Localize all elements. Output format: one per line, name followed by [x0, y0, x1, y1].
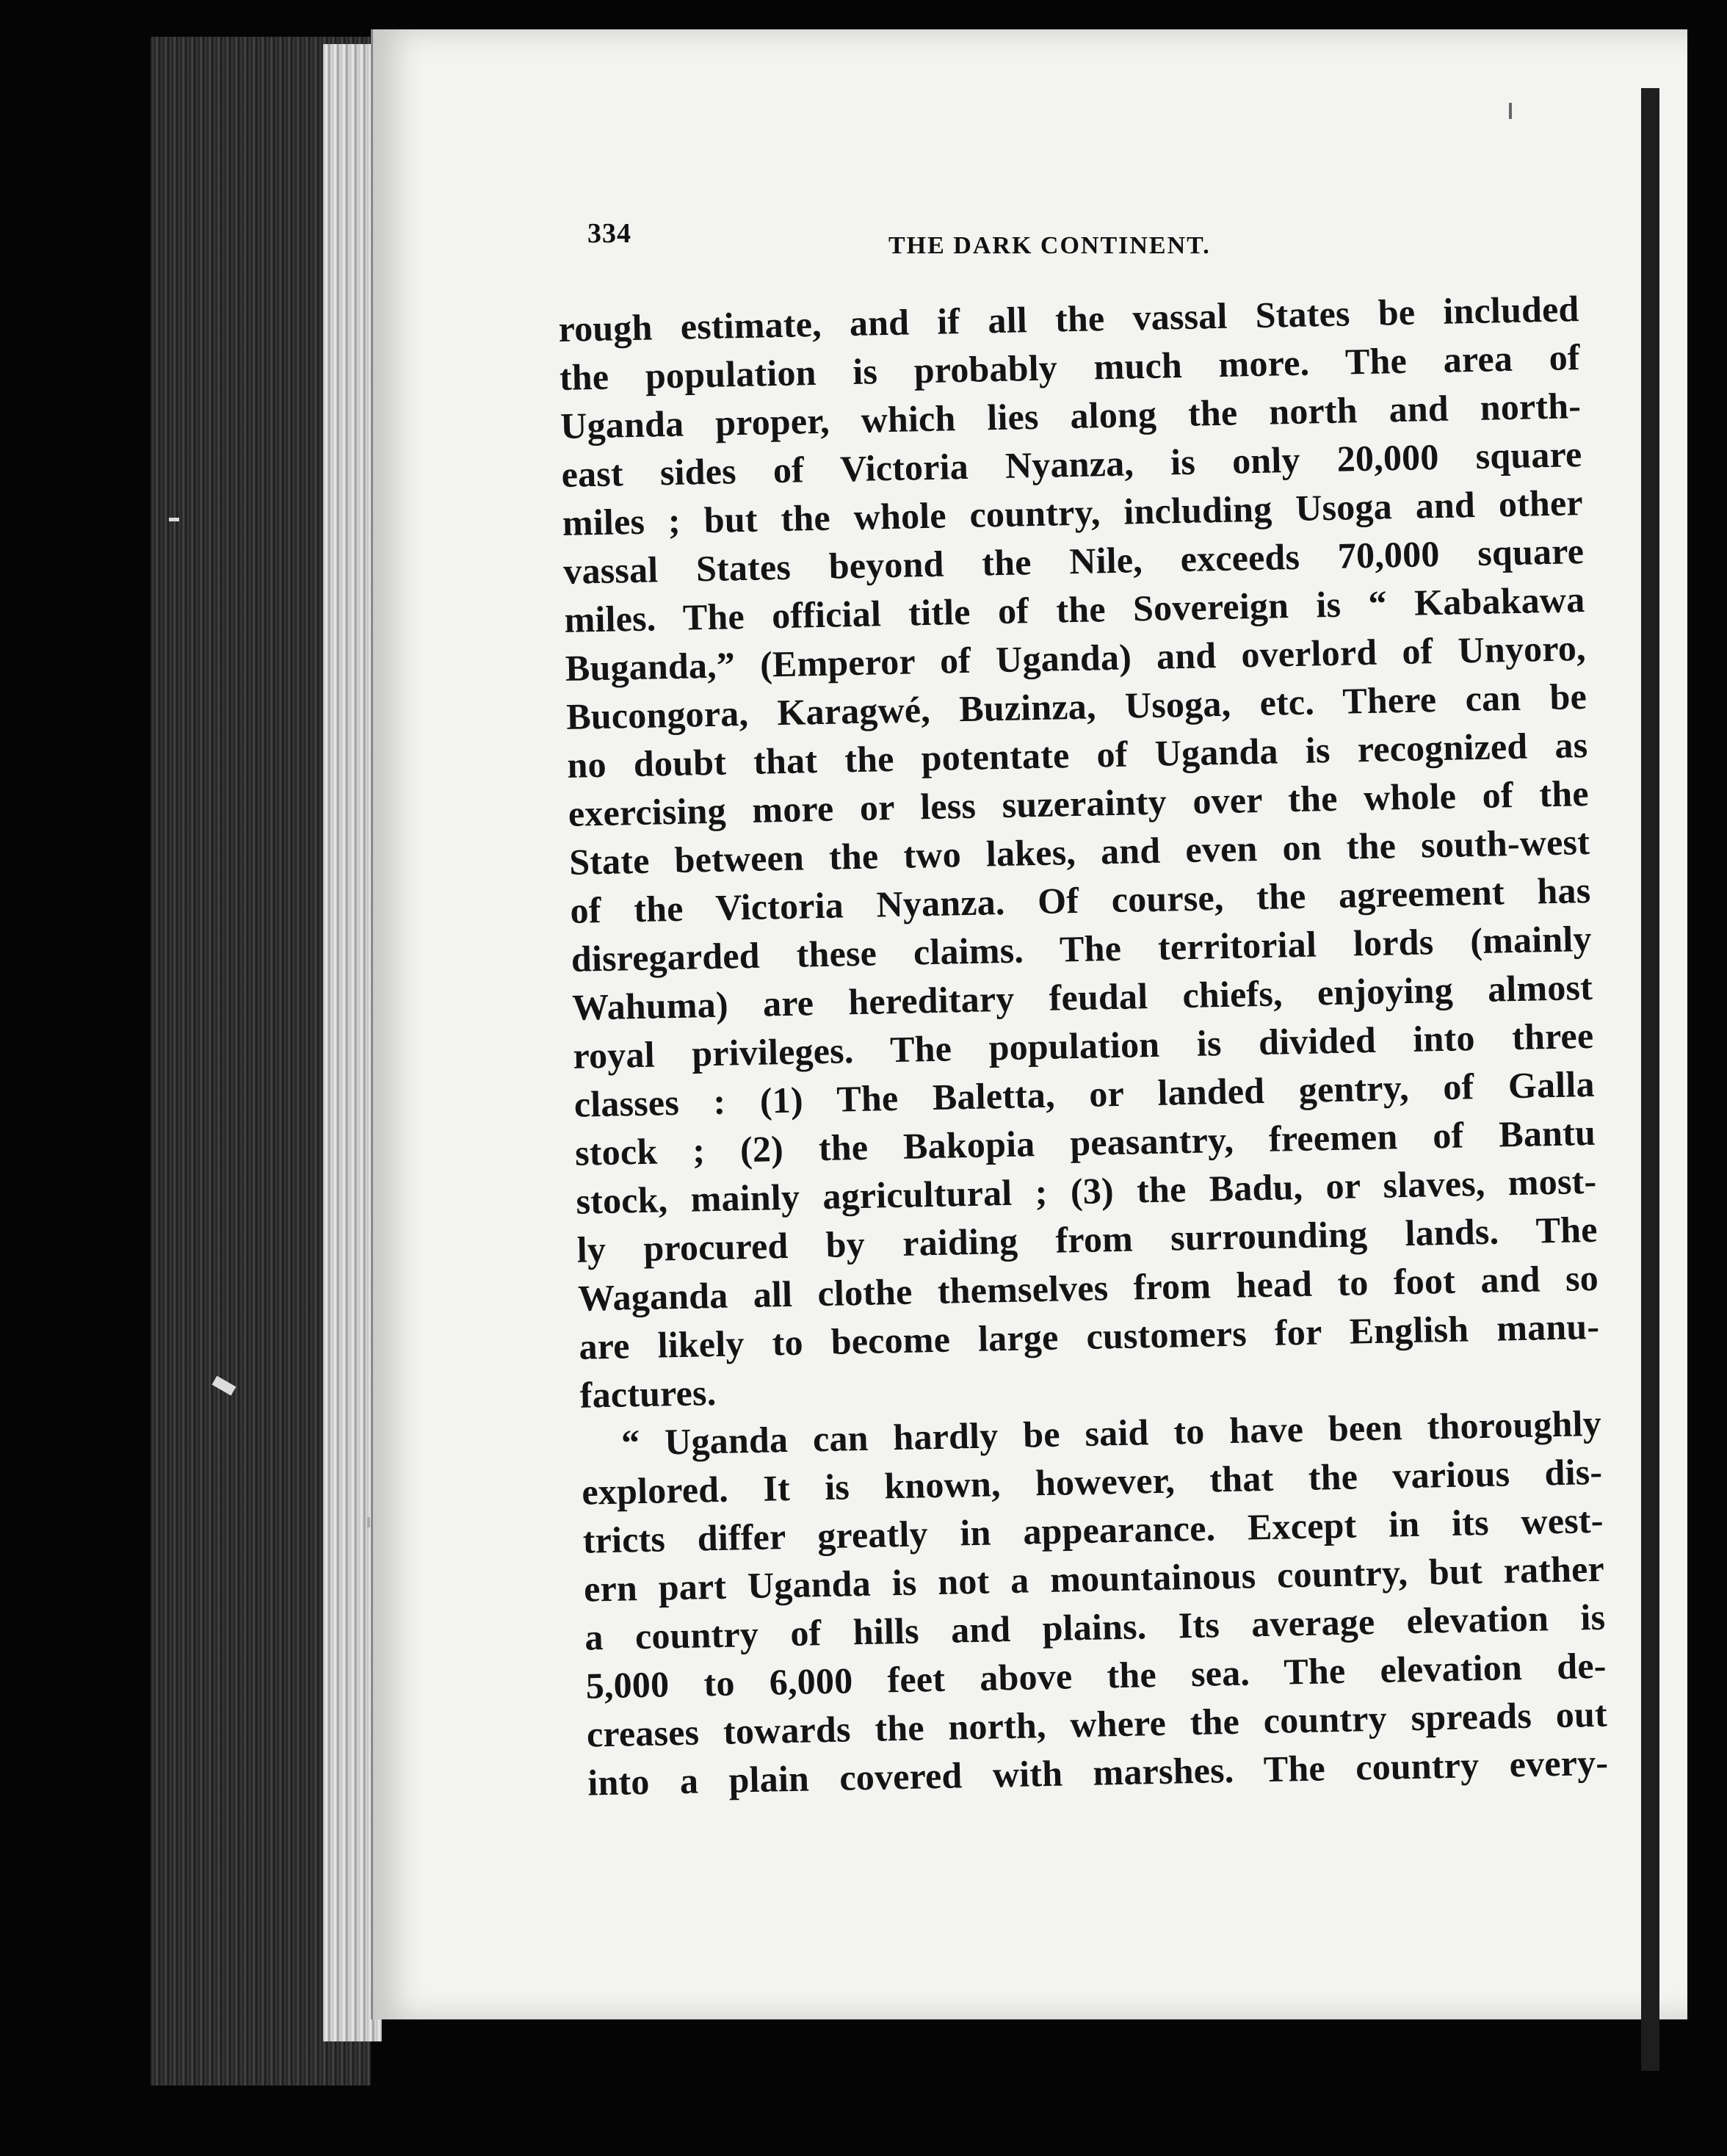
- text-line: Waganda all clothe themselves from head to foot and so: [577, 1256, 1599, 1319]
- text-line: Wahuma) are hereditary feudal chiefs, enjoying almost: [571, 966, 1593, 1028]
- text-line: classes : (1) The Baletta, or landed gentry, of Galla: [573, 1063, 1596, 1125]
- text-line: explored. It is known, however, that the various dis-: [581, 1450, 1603, 1513]
- text-line: the population is probably much more. The area of: [559, 336, 1581, 398]
- text-line: ern part Uganda is not a mountainous country, but rather: [583, 1547, 1605, 1610]
- text-line: royal privileges. The population is divided into three: [572, 1014, 1594, 1077]
- body-text: [558, 284, 1609, 1806]
- text-line: no doubt that the potentate of Uganda is recognized as: [567, 723, 1588, 786]
- scan-speck: [367, 1517, 370, 1527]
- page-number: 334: [587, 218, 631, 249]
- text-line: into a plain covered with marshes. The country every-: [587, 1741, 1609, 1804]
- text-line: miles ; but the whole country, including Usoga and other: [562, 482, 1584, 543]
- text-line: miles. The official title of the Sovereign is “ Kabakawa: [564, 579, 1585, 640]
- text-line: stock ; (2) the Bakopia peasantry, freemen of Bantu: [574, 1111, 1596, 1173]
- text-line: “ Uganda can hardly be said to have been thoroughly: [620, 1402, 1602, 1464]
- page-header: [587, 217, 1307, 261]
- text-line: of the Victoria Nyanza. Of course, the agreement has: [569, 869, 1591, 931]
- text-line: rough estimate, and if all the vassal States be included: [558, 288, 1579, 350]
- page-right-shadow: [1641, 88, 1659, 2071]
- text-line: Bucongora, Karagwé, Buzinza, Usoga, etc. There can be: [565, 675, 1587, 737]
- scan-speck: [1509, 103, 1512, 119]
- text-line: factures.: [579, 1371, 717, 1416]
- text-line: Buganda,” (Emperor of Uganda) and overlord of Unyoro,: [565, 627, 1587, 689]
- text-line: tricts differ greatly in appearance. Except in its west-: [582, 1499, 1604, 1561]
- text-line: State between the two lakes, and even on the south-west: [568, 820, 1590, 883]
- scan-speck: [169, 518, 179, 521]
- text-line: a country of hills and plains. Its average elevation is: [584, 1596, 1606, 1658]
- text-line: stock, mainly agricultural ; (3) the Badu, or slaves, most-: [575, 1160, 1597, 1222]
- text-line: ly procured by raiding from surrounding lands. The: [576, 1208, 1599, 1270]
- running-title: THE DARK CONTINENT.: [888, 232, 1211, 259]
- text-line: creases towards the north, where the country spreads out: [586, 1693, 1608, 1755]
- text-line: disregarded these claims. The territorial lords (mainly: [571, 917, 1593, 980]
- text-line: vassal States beyond the Nile, exceeds 70,000 square: [562, 530, 1585, 592]
- text-line: east sides of Victoria Nyanza, is only 20,000 square: [561, 433, 1582, 495]
- text-line: are likely to become large customers for English manu-: [578, 1305, 1600, 1367]
- text-line: exercising more or less suzerainty over the whole of the: [568, 772, 1590, 834]
- text-line: Uganda proper, which lies along the north and north-: [560, 385, 1582, 446]
- text-line: 5,000 to 6,000 feet above the sea. The elevation de-: [585, 1644, 1607, 1707]
